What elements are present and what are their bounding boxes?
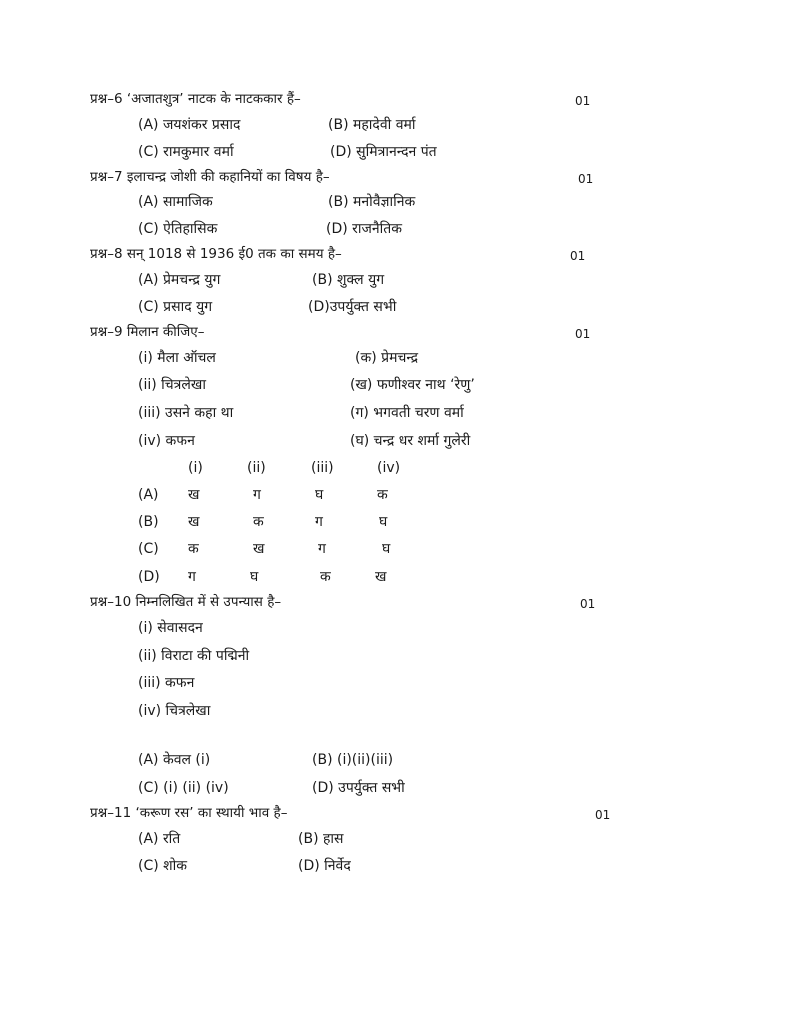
grid-cell: क xyxy=(320,569,331,585)
grid-cell: ख xyxy=(253,541,265,557)
question-9-text: प्रश्न–9 मिलान कीजिए– xyxy=(90,324,205,340)
grid-cell: ख xyxy=(375,569,387,585)
grid-row-b-label: (B) xyxy=(138,514,159,530)
q6-option-a: (A) जयशंकर प्रसाद xyxy=(138,117,241,133)
grid-cell: ग xyxy=(318,541,326,557)
grid-cell: ग xyxy=(253,487,261,503)
match-left-2: (ii) चित्रलेखा xyxy=(138,377,206,393)
match-right-2: (ख) फणीश्वर नाथ ‘रेणु’ xyxy=(350,377,475,393)
grid-cell: घ xyxy=(250,569,259,585)
grid-header-3: (iii) xyxy=(311,460,334,476)
match-right-1: (क) प्रेमचन्द्र xyxy=(355,350,419,366)
q8-option-c: (C) प्रसाद युग xyxy=(138,299,213,315)
grid-cell: ख xyxy=(188,514,200,530)
q11-option-b: (B) हास xyxy=(298,831,344,847)
grid-cell: ग xyxy=(315,514,323,530)
grid-cell: क xyxy=(377,487,388,503)
q8-option-d: (D)उपर्युक्त सभी xyxy=(308,299,397,315)
grid-cell: घ xyxy=(379,514,388,530)
grid-cell: क xyxy=(253,514,264,530)
grid-header-2: (ii) xyxy=(247,460,266,476)
question-6-marks: 01 xyxy=(575,94,591,108)
grid-row-d-label: (D) xyxy=(138,569,160,585)
q7-option-d: (D) राजनैतिक xyxy=(326,221,403,237)
match-left-3: (iii) उसने कहा था xyxy=(138,405,234,421)
q7-option-a: (A) सामाजिक xyxy=(138,194,213,210)
q10-item-1: (i) सेवासदन xyxy=(138,620,203,636)
question-11-text: प्रश्न–11 ‘करूण रस’ का स्थायी भाव है– xyxy=(90,805,288,821)
question-10-marks: 01 xyxy=(580,597,596,611)
match-right-4: (घ) चन्द्र धर शर्मा गुलेरी xyxy=(350,433,471,449)
question-8-marks: 01 xyxy=(570,249,586,263)
question-6-text: प्रश्न–6 ‘अजातशुत्र’ नाटक के नाटककार हैं– xyxy=(90,91,301,107)
q7-option-b: (B) मनोवैज्ञानिक xyxy=(328,194,416,210)
grid-cell: क xyxy=(188,541,199,557)
q11-option-d: (D) निर्वेद xyxy=(298,858,351,874)
q10-option-b: (B) (i)(ii)(iii) xyxy=(312,752,394,768)
question-10-text: प्रश्न–10 निम्नलिखित में से उपन्यास है– xyxy=(90,594,282,610)
grid-header-4: (iv) xyxy=(377,460,401,476)
grid-cell: ग xyxy=(188,569,196,585)
question-7-marks: 01 xyxy=(578,172,594,186)
q10-item-3: (iii) कफन xyxy=(138,675,195,691)
grid-cell: घ xyxy=(382,541,391,557)
grid-row-a-label: (A) xyxy=(138,487,159,503)
q6-option-d: (D) सुमित्रानन्दन पंत xyxy=(330,144,437,160)
match-left-4: (iv) कफन xyxy=(138,433,195,449)
q10-option-a: (A) केवल (i) xyxy=(138,752,211,768)
q6-option-b: (B) महादेवी वर्मा xyxy=(328,117,416,133)
q10-item-4: (iv) चित्रलेखा xyxy=(138,703,211,719)
q10-item-2: (ii) विराटा की पद्मिनी xyxy=(138,648,250,664)
q6-option-c: (C) रामकुमार वर्मा xyxy=(138,144,234,160)
question-9-marks: 01 xyxy=(575,327,591,341)
q10-option-d: (D) उपर्युक्त सभी xyxy=(312,780,405,796)
q11-option-a: (A) रति xyxy=(138,831,181,847)
grid-cell: घ xyxy=(315,487,324,503)
q8-option-a: (A) प्रेमचन्द्र युग xyxy=(138,272,221,288)
grid-row-c-label: (C) xyxy=(138,541,159,557)
q7-option-c: (C) ऐतिहासिक xyxy=(138,221,218,237)
q8-option-b: (B) शुक्ल युग xyxy=(312,272,385,288)
match-right-3: (ग) भगवती चरण वर्मा xyxy=(350,405,464,421)
question-7-text: प्रश्न–7 इलाचन्द्र जोशी की कहानियों का विषय है– xyxy=(90,169,330,185)
grid-header-1: (i) xyxy=(188,460,203,476)
question-11-marks: 01 xyxy=(595,808,611,822)
q10-option-c: (C) (i) (ii) (iv) xyxy=(138,780,229,796)
match-left-1: (i) मैला ऑचल xyxy=(138,350,216,366)
grid-cell: ख xyxy=(188,487,200,503)
q11-option-c: (C) शोक xyxy=(138,858,188,874)
question-8-text: प्रश्न–8 सन् 1018 से 1936 ई0 तक का समय है– xyxy=(90,246,342,262)
